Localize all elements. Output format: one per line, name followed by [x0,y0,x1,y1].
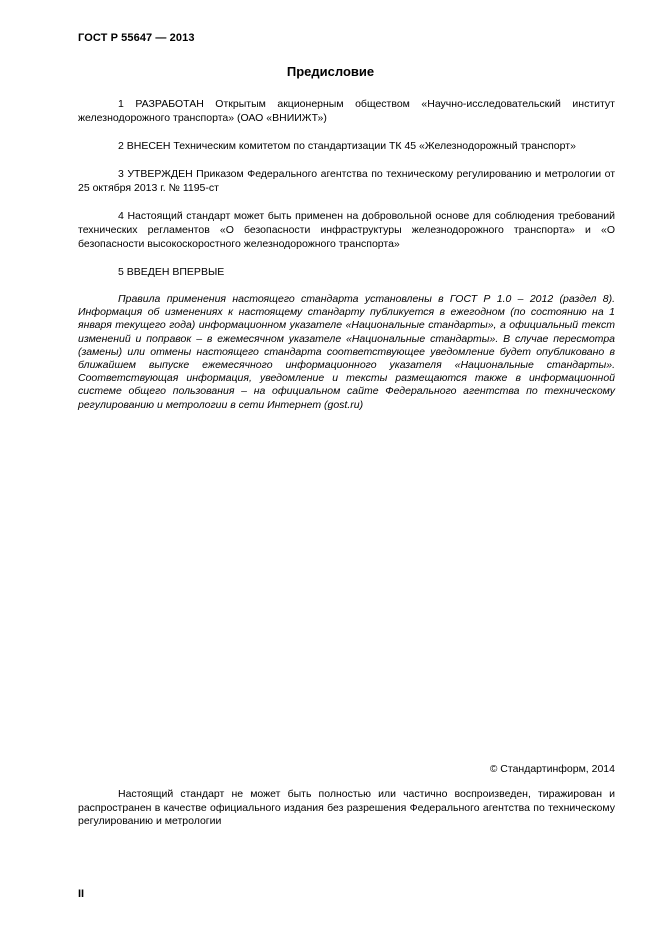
paragraph-submitted: 2 ВНЕСЕН Техническим комитетом по стандартизации ТК 45 «Железнодорожный транспорт» [118,140,576,152]
page-title: Предисловие [286,64,375,79]
reproduction-notice: Настоящий стандарт не может быть полностью или частично воспроизведен, тиражирован и распространен в качестве официального издания без разрешения Федерального агентства по техническому регулированию и метрологии [78,788,615,827]
copyright-icon: © [490,764,498,775]
page-number: II [78,888,85,900]
paragraph-approved: 3 УТВЕРЖДЕН Приказом Федерального агентства по техническому регулированию и метрологии от 25 октября 2013 г. № 1195-ст [78,168,615,194]
paragraph-introduced: 5 ВВЕДЕН ВПЕРВЫЕ [118,266,225,278]
paragraph-application: 4 Настоящий стандарт может быть применен на добровольной основе для соблюдения требований технических регламентов «О безопасности инфраструктуры железнодорожного транспорта» и «О безопасности высокоскоростного железнодорожного транспорта» [78,210,615,250]
copyright-line [490,763,615,775]
paragraph-developed: 1 РАЗРАБОТАН Открытым акционерным обществом «Научно-исследовательский институт железнодорожного транспорта» (ОАО «ВНИИЖТ») [78,98,615,124]
usage-rules-note: Правила применения настоящего стандарта установлены в ГОСТ Р 1.0 – 2012 (раздел 8). Информация об изменениях к настоящему стандарту публикуется в ежегодном (по состоянию на 1 января текущего года) информационном указателе «Национальные стандарты», а официальный текст изменений и поправок – в ежемесячном указателе «Национальные стандарты». В случае пересмотра (замены) или отмены настоящего стандарта соответствующее уведомление будет опубликовано в ближайшем выпуске ежемесячного информационного указателя «Национальные стандарты». Соответствующая информация, уведомление и тексты размещаются также в информационной системе общего пользования – на официальном сайте Федерального агентства по техническому регулированию и метрологии в сети Интернет (gost.ru) [78,293,615,411]
foreword-content [78,97,615,412]
copyright-text: Стандартинформ, 2014 [500,763,615,775]
document-header: ГОСТ Р 55647 — 2013 [78,32,195,44]
